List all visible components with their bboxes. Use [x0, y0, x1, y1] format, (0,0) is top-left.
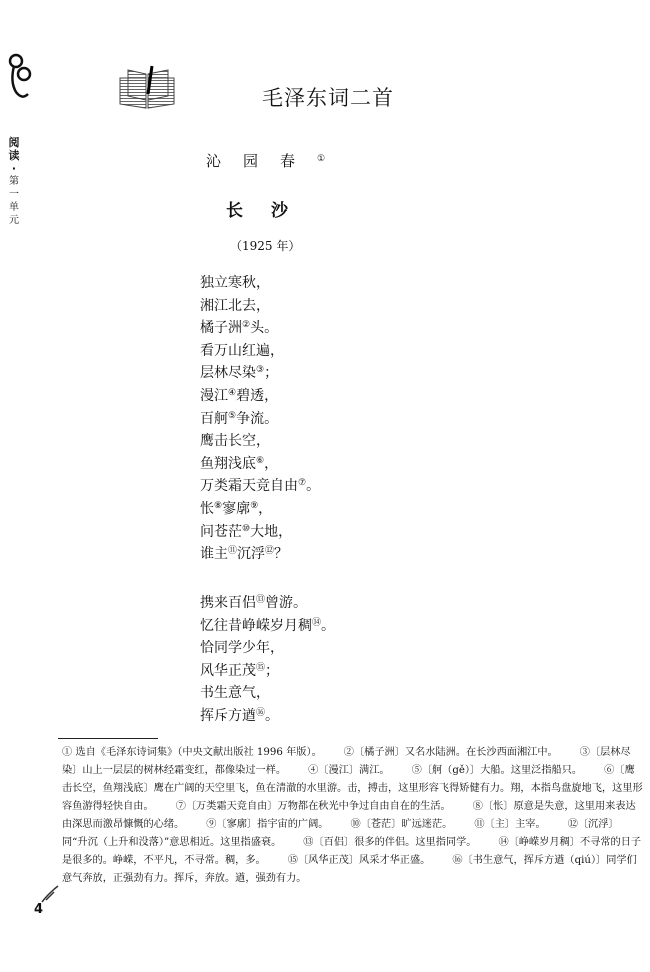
footnote-ref: ⑬ [256, 595, 266, 605]
separator: · [11, 162, 17, 175]
page-number-ornament-icon [40, 884, 60, 904]
poem-line [200, 543, 288, 563]
line-text: 看万山红遍， [200, 342, 284, 359]
line-text: 。 [265, 708, 280, 724]
line-text: 挥斥方遒 [200, 708, 256, 724]
footnote-ref: ⑫ [265, 546, 275, 557]
unit-name: 第一单元 [9, 176, 19, 226]
footnote-ref: ⑮ [256, 662, 266, 673]
line-text: 漫江 [200, 388, 228, 404]
line-text: ， [258, 501, 273, 517]
line-text: 碧透， [236, 388, 279, 404]
line-text: 争流。 [236, 410, 279, 427]
footnote-divider [58, 738, 158, 739]
poem-line [200, 453, 278, 473]
line-text: 书生意气， [200, 685, 270, 702]
footnote-ref: ⑪ [228, 546, 238, 557]
line-text: 沉浮 [237, 546, 266, 563]
line-text: 百舸 [200, 410, 228, 427]
footnote: ⑨〔寥廓〕指宇宙的广阔。 [206, 819, 329, 830]
line-text: ； [264, 365, 279, 382]
footnote: ① 选自《毛泽东诗词集》（中央文献出版社 1996 年版）。 [62, 747, 322, 758]
line-text: 鱼翔浅底 [200, 455, 256, 472]
line-text: 。 [321, 617, 336, 634]
poem-line [200, 521, 292, 541]
footnote-ref: ③ [256, 365, 265, 376]
footnote-ref: ⑭ [312, 617, 322, 628]
line-text: 问苍茫 [200, 523, 242, 540]
page-number: 4 [34, 902, 44, 917]
footnote: ②〔橘子洲〕又名水陆洲。在长沙西面湘江中。 [343, 747, 558, 758]
line-text: 独立寒秋， [200, 275, 270, 291]
footnote: ⑫〔沉浮〕同“升沉（上升和没落）”意思相近。这里指盛衰。 [62, 819, 619, 848]
footnote-ref: ⑥ [256, 455, 265, 466]
cipai-text: 沁园春 [206, 152, 318, 170]
poem-line [200, 660, 279, 680]
section-name: 阅读 [8, 136, 20, 162]
footnote-ref: ⑩ [242, 523, 251, 534]
section-sidebar-label [7, 136, 21, 227]
poem-line [200, 362, 278, 382]
poem-line [200, 272, 270, 292]
footnote: ⑪〔主〕主宰。 [474, 819, 546, 830]
line-text: 携来百侣 [200, 595, 256, 611]
poem-line [200, 615, 335, 635]
footnote: ⑬〔百侣〕很多的伴侣。这里指同学。 [303, 837, 477, 848]
poem-line [200, 408, 278, 428]
line-text: ？ [274, 546, 289, 563]
footnote-ref: ② [242, 320, 251, 331]
line-text: 层林尽染 [200, 365, 256, 382]
footnote: ⑥〔鹰击长空，鱼翔浅底〕鹰在广阔的天空里飞，鱼在清澈的水里游。击，搏击，这里形容飞得矫健有力。翔，本指鸟盘旋地飞，这里形容鱼游得轻快自由。 [62, 765, 643, 812]
line-text: 风华正茂 [200, 662, 256, 679]
line-text: 大地， [250, 523, 293, 540]
footnote: ⑩〔苍茫〕旷远迷茫。 [350, 819, 453, 830]
line-text: 曾游。 [265, 595, 308, 611]
line-text: ； [265, 662, 280, 679]
poem-line [200, 705, 279, 725]
poem-line [200, 498, 272, 518]
footnote-ref: ⑯ [256, 708, 266, 718]
footnote: ⑤〔舸（gě）〕大船。这里泛指船只。 [411, 765, 583, 776]
line-text: 谁主 [200, 546, 228, 563]
line-text: 万类霜天竞自由 [200, 478, 298, 495]
page-title: 毛泽东词二首 [262, 86, 394, 110]
decorative-ornament-icon [8, 52, 32, 102]
line-text: 忆往昔峥嵘岁月稠 [200, 617, 312, 634]
footnote: ⑦〔万类霜天竞自由〕万物都在秋光中争过自由自在的生活。 [175, 801, 451, 812]
footnote-ref: ⑤ [228, 410, 237, 421]
footnote: ⑧〔怅〕原意是失意，这里用来表达由深思而激昂慷慨的心绪。 [62, 801, 636, 830]
line-text: 鹰击长空， [200, 433, 270, 450]
poem-line [200, 637, 284, 657]
footnote: ④〔漫江〕满江。 [308, 765, 390, 776]
footnote-ref: ④ [228, 388, 237, 398]
poem-line [200, 385, 278, 405]
line-text: 寥廓 [222, 501, 251, 517]
poem-cipai [206, 150, 325, 171]
poem-line [200, 475, 320, 495]
footnote-ref: ① [317, 154, 326, 164]
poem-line [200, 682, 270, 702]
footnote-ref: ⑦ [298, 478, 307, 489]
line-text: 怅 [200, 501, 214, 517]
poem-subtitle: 长沙 [226, 201, 316, 221]
line-text: 恰同学少年， [200, 640, 284, 657]
line-text: 头。 [250, 320, 279, 337]
poem-line [200, 592, 307, 612]
poem-line [200, 295, 270, 315]
footnote: ⑭〔峥嵘岁月稠〕不寻常的日子是很多的。峥嵘，不平凡，不寻常。稠，多。 [62, 837, 642, 866]
footnotes [62, 744, 644, 888]
poem-date: （1925 年） [230, 239, 301, 253]
footnote-ref: ⑨ [250, 501, 259, 511]
line-text: 湘江北去， [200, 297, 270, 314]
poem-line [200, 340, 284, 360]
footnote: ⑯〔书生意气，挥斥方遒（qiú）〕同学们意气奔放，正强劲有力。挥斥，奔放。遒，强劲有力。 [62, 855, 637, 884]
open-book-icon [118, 64, 176, 110]
poem-line [200, 317, 278, 337]
footnote: ③〔层林尽染〕山上一层层的树林经霜变红，都像染过一样。 [62, 747, 631, 776]
line-text: 。 [306, 478, 321, 495]
line-text: 橘子洲 [200, 320, 242, 337]
footnote-ref: ⑧ [214, 501, 223, 511]
footnote: ⑮〔风华正茂〕风采才华正盛。 [287, 855, 431, 866]
poem-line [200, 430, 270, 450]
line-text: ， [264, 455, 279, 472]
